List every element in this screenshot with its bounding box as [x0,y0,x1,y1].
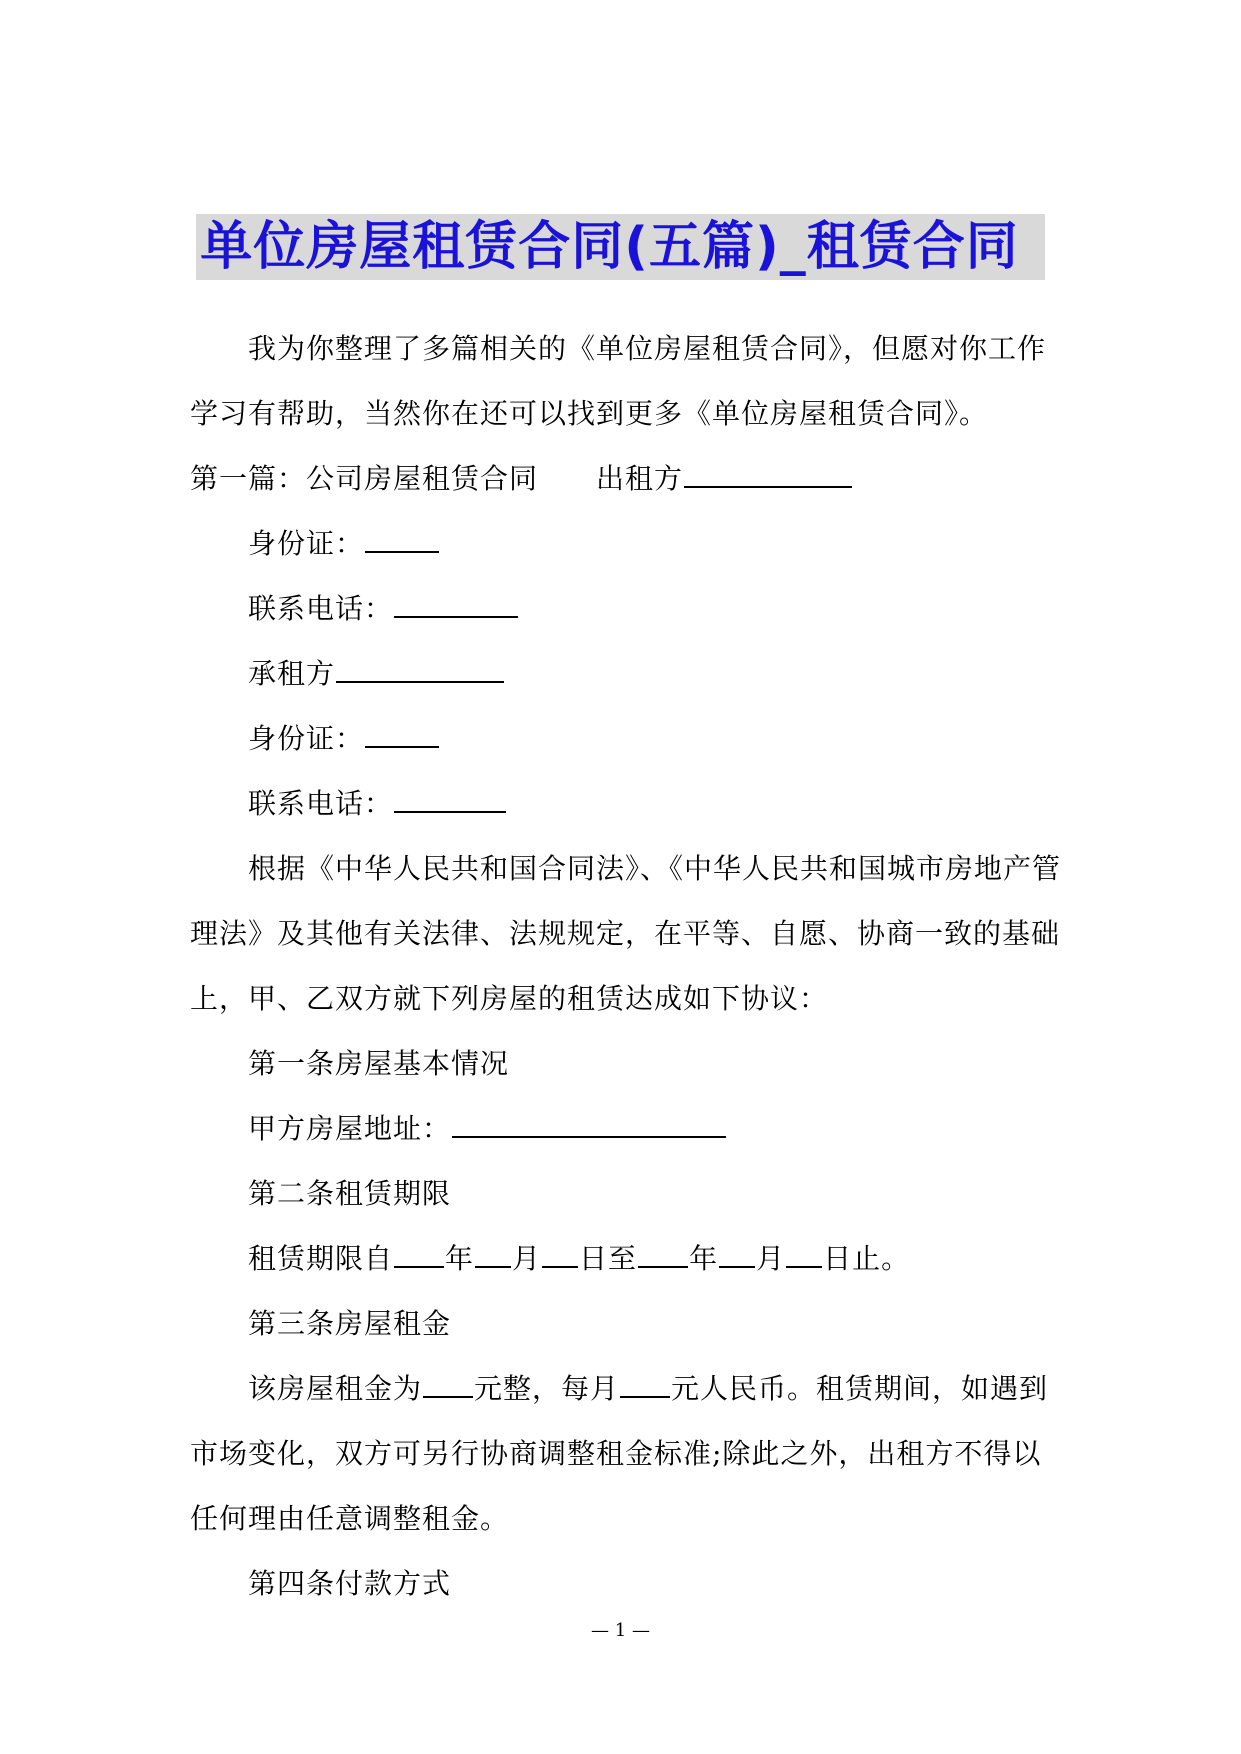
document-body [190,316,1070,1616]
rent-mid: 元整，每月 [474,1372,620,1405]
rent-monthly-blank [620,1372,670,1398]
day-end-label: 日止。 [823,1242,911,1275]
intro-paragraph: 我为你整理了多篇相关的《单位房屋租赁合同》，但愿对你工作学习有帮助，当然你在还可以找到更多《单位房屋租赁合同》。 [190,332,1047,430]
start-day-blank [542,1242,578,1268]
lessee-blank [336,657,504,683]
lessee-line [190,641,1070,706]
document-title: 单位房屋租赁合同(五篇)_租赁合同 [196,214,1045,280]
phone-label: 联系电话： [248,787,394,820]
address-blank [452,1112,726,1138]
term-prefix: 租赁期限自 [248,1242,394,1275]
phone-label: 联系电话： [248,592,394,625]
address-line [190,1096,1070,1161]
article-1-heading: 第一条房屋基本情况 [248,1047,510,1080]
year-label: 年 [689,1242,719,1275]
end-year-blank [638,1242,688,1268]
section-heading-line [190,446,1070,511]
rent-rest: 元人民币。租赁期间，如遇到市场变化，双方可另行协商调整租金标准;除此之外，出租方不得以任何理由任意调整租金。 [190,1372,1049,1535]
article-2-heading: 第二条租赁期限 [248,1177,452,1210]
lessee-label: 承租方 [248,657,336,690]
title-container [0,214,1241,280]
start-month-blank [475,1242,511,1268]
article-4-heading: 第四条付款方式 [248,1567,452,1600]
address-label: 甲方房屋地址： [248,1112,452,1145]
start-year-blank [394,1242,444,1268]
id-label: 身份证： [248,722,365,755]
lessor-id-line [190,511,1070,576]
month-label: 月 [512,1242,542,1275]
lessor-label: 出租方 [596,462,684,495]
lessor-blank [684,462,852,488]
rent-paragraph [190,1356,1070,1551]
id-label: 身份证： [248,527,365,560]
phone-blank [394,592,518,618]
year-label: 年 [445,1242,475,1275]
day-to-label: 日至 [579,1242,638,1275]
month-label: 月 [756,1242,786,1275]
rent-total-blank [423,1372,473,1398]
lessee-id-line [190,706,1070,771]
article-3-heading: 第三条房屋租金 [248,1307,452,1340]
basis-paragraph: 根据《中华人民共和国合同法》、《中华人民共和国城市房地产管理法》及其他有关法律、法规规定，在平等、自愿、协商一致的基础上，甲、乙双方就下列房屋的租赁达成如下协议： [190,852,1062,1015]
lessee-phone-line [190,771,1070,836]
page-number: — 1 — [591,1620,650,1641]
term-line [190,1226,1070,1291]
section1-title: 第一篇：公司房屋租赁合同 [190,462,539,495]
end-day-blank [786,1242,822,1268]
id-blank [365,527,439,553]
phone-blank [394,787,506,813]
id-blank [365,722,439,748]
lessor-phone-line [190,576,1070,641]
rent-prefix: 该房屋租金为 [248,1372,423,1405]
end-month-blank [719,1242,755,1268]
